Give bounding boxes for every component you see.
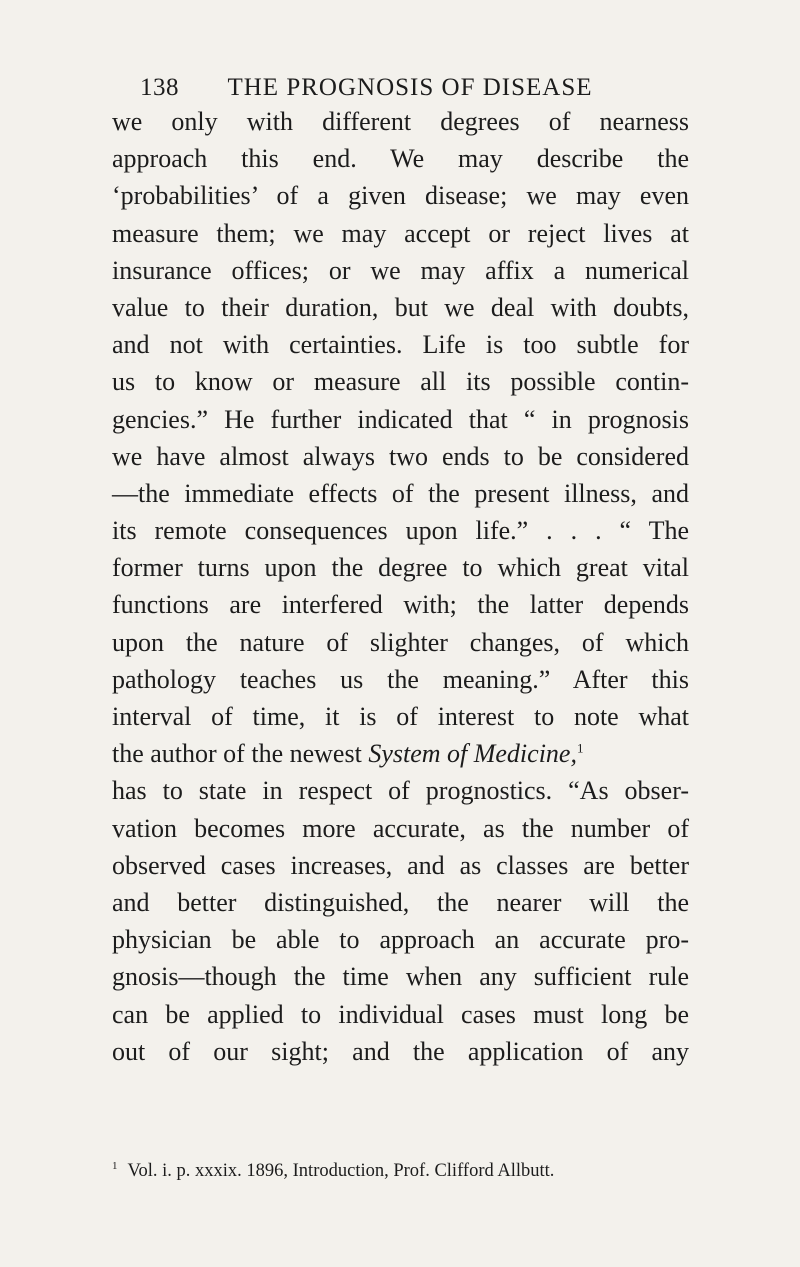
- cited-work-title: System of Medicine,: [368, 739, 577, 769]
- body-text: [112, 103, 689, 1070]
- text-line: former turns upon the degree to which great vital: [112, 553, 689, 583]
- text-line: functions are interfered with; the latter depends: [112, 590, 689, 620]
- page-number: 138: [140, 74, 179, 101]
- text-line: value to their duration, but we deal with doubts,: [112, 292, 689, 322]
- text-line: its remote consequences upon life.” . . . “ The: [112, 516, 689, 546]
- running-title: THE PROGNOSIS OF DISEASE: [227, 74, 593, 101]
- text-line: insurance offices; or we may affix a numerical: [112, 255, 689, 285]
- text-line: gencies.” He further indicated that “ in prognosis: [112, 404, 689, 434]
- text-line: can be applied to individual cases must long be: [112, 999, 689, 1029]
- text-line-with-citation: [112, 735, 689, 772]
- footnote-text: Vol. i. p. xxxix. 1896, Introduction, Prof. Clifford Allbutt.: [127, 1161, 555, 1182]
- text-line: and better distinguished, the nearer will the: [112, 887, 689, 917]
- text-line: observed cases increases, and as classes are better: [112, 850, 689, 880]
- text-line: physician be able to approach an accurate pro-: [112, 925, 689, 955]
- text-line: us to know or measure all its possible contin-: [112, 367, 689, 397]
- footnote-reference[interactable]: 1: [576, 740, 584, 756]
- text-line: —the immediate effects of the present illness, and: [112, 478, 689, 508]
- text-line: upon the nature of slighter changes, of which: [112, 627, 689, 657]
- text-line: pathology teaches us the meaning.” After this: [112, 664, 689, 694]
- text-line: ‘probabilities’ of a given disease; we may even: [112, 181, 689, 211]
- text-line: has to state in respect of prognostics. “As obser-: [112, 776, 689, 806]
- footnote-marker: 1: [112, 1160, 118, 1172]
- text-line: gnosis—though the time when any sufficient rule: [112, 962, 689, 992]
- citation-lead-text: the author of the newest: [112, 739, 369, 769]
- text-line: approach this end. We may describe the: [112, 144, 689, 174]
- footnote: [112, 1160, 689, 1182]
- page-header: [140, 74, 660, 102]
- text-line: interval of time, it is of interest to note what: [112, 702, 689, 731]
- text-line: and not with certainties. Life is too subtle for: [112, 330, 689, 360]
- text-line: measure them; we may accept or reject lives at: [112, 218, 689, 248]
- text-line: out of our sight; and the application of any: [112, 1036, 689, 1066]
- text-line: vation becomes more accurate, as the number of: [112, 813, 689, 843]
- text-line: we only with different degrees of nearness: [112, 107, 689, 136]
- text-line: we have almost always two ends to be considered: [112, 441, 689, 471]
